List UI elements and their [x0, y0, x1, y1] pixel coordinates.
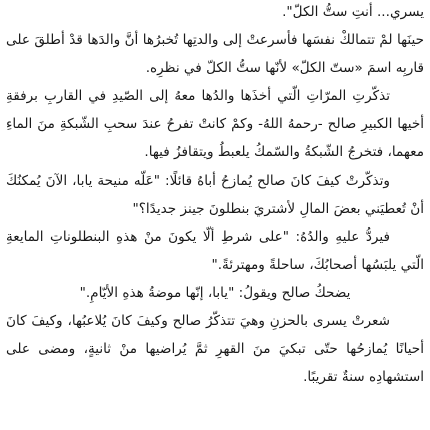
paragraph-4: وتذكّرتْ كيفَ كانَ صالح يُمازحُ أباهُ قائلًا: "عَلّه منيحة يابا، الآنَ يُمكنُكَ أنْ تُعطيَني بعضَ المالِ لأشتريَ بنطلونَ جينز جديدًا؟" [6, 172, 424, 217]
paragraph-2: حينَها لمْ تتمالكْ نفسَها فأسرعتْ إلى والدتِها تُخبرُها أنَّ والدَها قدْ أطلقَ على قاربِه اسمَ «ستّ الكلّ» لأنّها ستُّ الكلّ في نظرِه. [6, 32, 424, 77]
paragraph-7: شعرتْ يسرى بالحزنِ وهيَ تتذكّرُ صالح وكيفَ كانَ يُلاعبُها، وكيفَ كانَ أحيانًا يُمازحُها حتّى تبكيَ منَ القهرِ ثمَّ يُراضيها منْ ثانيةٍ، ومضى على استشهادِه سنةٌ تقريبًا. [6, 313, 424, 386]
paragraph-3: تذكّرتِ المرّاتِ الّتي أخذَها والدُها معهُ إلى الصّيدِ في القاربِ برفقةِ أخيها الكبيرِ صالح -رحمهُ اللهُ- وكمْ كانتْ تفرحُ عندَ سحبِ الشّبكةِ منَ الماءِ معهما، فتخرجُ الشّبكةُ والسّمكُ يلعبطُ ويتقافزُ فيها. [6, 88, 424, 161]
story-text [6, 0, 424, 391]
paragraph-5: فيردُّ عليهِ والدُهُ: "على شرطِ ألّا يكونَ منْ هذهِ البنطلوناتِ المايعةِ الّتي يلبَسُها أصحابُكَ، ساحلةً ومهترئةً." [6, 228, 424, 273]
paragraph-6: يضحكُ صالح ويقولُ: "يابا، إنّها موضةُ هذهِ الأيّامِ." [79, 284, 351, 301]
paragraph-1: يسري... أنتِ ستُّ الكلّ". [282, 4, 424, 20]
